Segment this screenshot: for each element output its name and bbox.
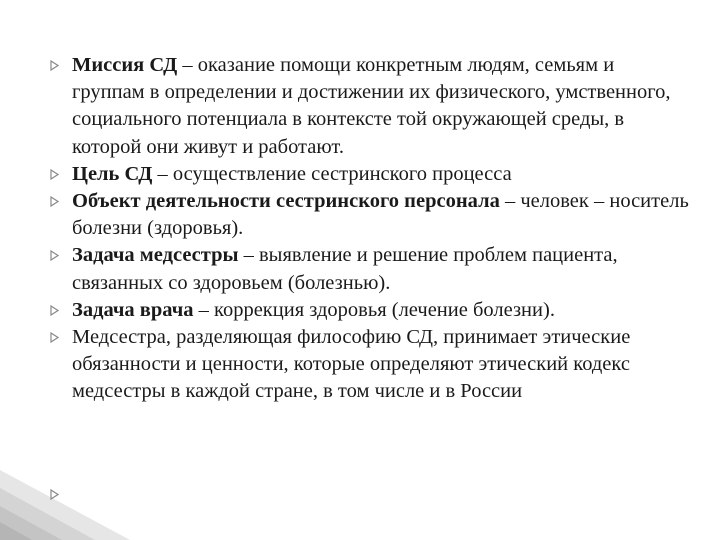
bullet-item-mission xyxy=(50,52,690,161)
bullet-text: – выявление и решение проблем пациента, связанных со здоровьем (болезнью). xyxy=(72,244,618,294)
triangle-outline-icon xyxy=(50,169,59,180)
bullet-item-nurse-task xyxy=(50,242,690,296)
bullet-text: – человек – носитель болезни (здоровья). xyxy=(72,190,689,240)
bullet-term: Задача врача xyxy=(72,298,194,321)
bullet-term: Объект деятельности сестринского персонала xyxy=(72,190,500,213)
bullet-item-object xyxy=(50,188,690,242)
bullet-term: Миссия СД xyxy=(72,54,178,76)
triangle-outline-icon xyxy=(50,489,59,500)
triangle-outline-icon xyxy=(50,196,59,207)
bullet-text: – осуществление сестринского процесса xyxy=(152,162,512,185)
triangle-outline-icon xyxy=(50,332,59,343)
bullet-item-doctor-task xyxy=(50,297,690,324)
bullet-item-goal xyxy=(50,161,690,188)
triangle-outline-icon xyxy=(50,60,59,71)
bullet-text: Медсестра, разделяющая философию СД, принимает этические обязанности и ценности, которые определяют этический кодекс медсестры в каждой стране, в том числе и в России xyxy=(72,326,631,403)
triangle-outline-icon xyxy=(50,250,59,261)
bullet-term: Задача медсестры xyxy=(72,244,239,267)
triangle-outline-icon xyxy=(50,305,59,316)
bullet-list xyxy=(50,52,690,406)
bullet-item-ethics xyxy=(50,324,690,406)
corner-stripes-decoration xyxy=(0,450,130,540)
bullet-term: Цель СД xyxy=(72,162,153,185)
bullet-text: – коррекция здоровья (лечение болезни). xyxy=(193,298,555,321)
bullet-text: – оказание помощи конкретным людям, семьям и группам в определении и достижении их физического, умственного, социального потенциала в контексте той окружающей среды, в которой они живут и работают. xyxy=(72,54,671,158)
